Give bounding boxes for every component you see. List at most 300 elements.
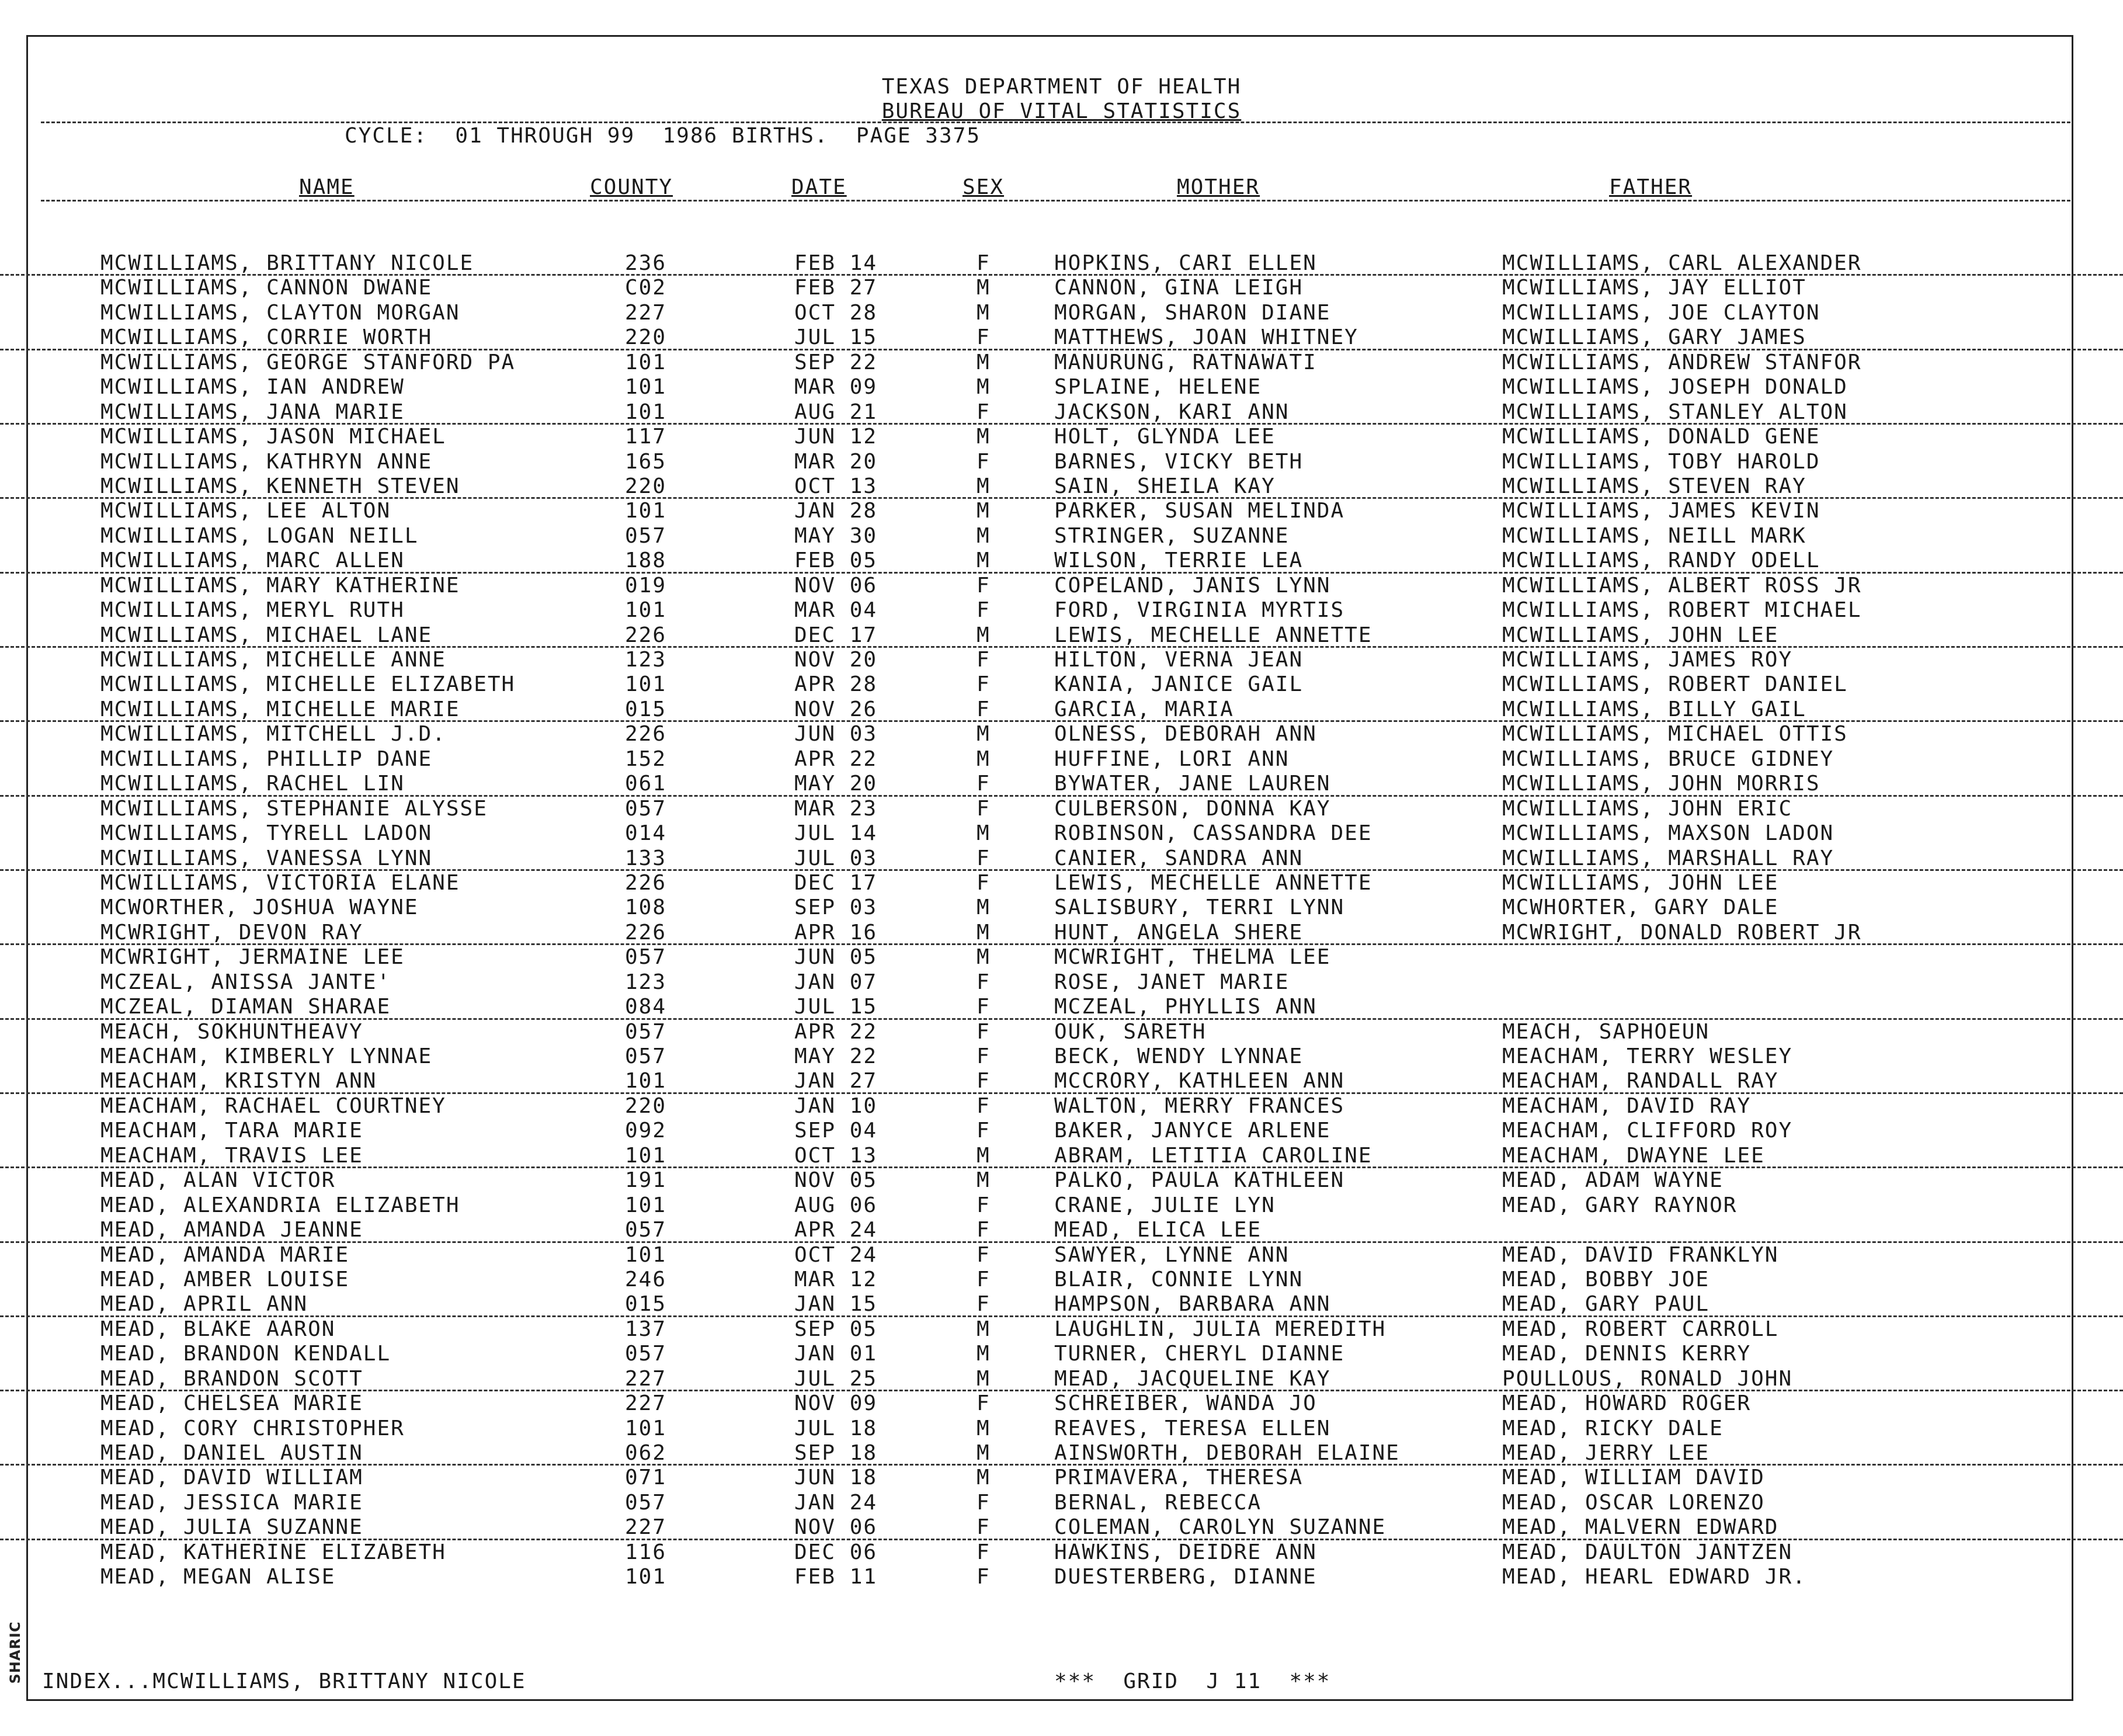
column-header-mother: MOTHER: [1177, 175, 1260, 199]
record-sex: M: [977, 623, 991, 647]
record-date: JAN 28: [794, 499, 878, 523]
record-date: JAN 15: [794, 1292, 878, 1317]
record-county: 057: [625, 796, 667, 821]
record-county: 101: [625, 400, 667, 424]
record-row: [0, 400, 2123, 425]
record-date: JUN 18: [794, 1466, 878, 1490]
record-name: MEAD, APRIL ANN: [100, 1292, 308, 1317]
record-name: MCWILLIAMS, BRITTANY NICOLE: [100, 251, 474, 275]
record-county: 123: [625, 648, 667, 672]
record-date: JUL 15: [794, 325, 878, 350]
footer-index: INDEX...MCWILLIAMS, BRITTANY NICOLE: [42, 1669, 526, 1693]
record-row: [0, 325, 2123, 350]
record-date: JUL 18: [794, 1416, 878, 1440]
record-name: MEAD, AMANDA JEANNE: [100, 1218, 363, 1242]
record-county: 057: [625, 1490, 667, 1515]
record-mother: LEWIS, MECHELLE ANNETTE: [1054, 623, 1373, 647]
record-county: 101: [625, 1242, 667, 1267]
record-row: [0, 945, 2123, 970]
record-row: [0, 1416, 2123, 1441]
record-father: MCWILLIAMS, JOHN MORRIS: [1502, 772, 1820, 796]
record-name: MEAD, BRANDON KENDALL: [100, 1342, 391, 1366]
record-father: MCWILLIAMS, ANDREW STANFOR: [1502, 350, 1862, 374]
record-row: [0, 1540, 2123, 1565]
record-row: [0, 797, 2123, 821]
record-father: MEAD, MALVERN EDWARD: [1502, 1515, 1779, 1540]
record-name: MEAD, CORY CHRISTOPHER: [100, 1416, 405, 1440]
record-county: 137: [625, 1317, 667, 1341]
record-sex: F: [977, 796, 991, 821]
record-row: [0, 1367, 2123, 1391]
record-sex: F: [977, 697, 991, 721]
record-row: [0, 921, 2123, 945]
record-mother: ROSE, JANET MARIE: [1054, 970, 1290, 994]
record-county: 220: [625, 1093, 667, 1118]
record-sex: M: [977, 350, 991, 374]
record-mother: CANNON, GINA LEIGH: [1054, 276, 1304, 300]
record-county: 220: [625, 474, 667, 498]
record-date: JUN 05: [794, 945, 878, 970]
record-sex: M: [977, 1168, 991, 1193]
record-date: MAR 12: [794, 1267, 878, 1291]
record-name: MCWILLIAMS, VICTORIA ELANE: [100, 870, 460, 895]
record-date: NOV 09: [794, 1391, 878, 1416]
record-row: [0, 1218, 2123, 1242]
record-date: AUG 06: [794, 1193, 878, 1217]
record-mother: BERNAL, REBECCA: [1054, 1490, 1262, 1515]
record-name: MEAD, JESSICA MARIE: [100, 1490, 363, 1515]
record-name: MCWILLIAMS, IAN ANDREW: [100, 375, 405, 400]
record-sex: F: [977, 1218, 991, 1242]
record-sex: F: [977, 573, 991, 598]
record-date: MAR 09: [794, 375, 878, 400]
record-date: JUL 03: [794, 846, 878, 870]
record-name: MEACHAM, KRISTYN ANN: [100, 1069, 377, 1093]
record-name: MEAD, DANIEL AUSTIN: [100, 1441, 363, 1465]
record-sex: M: [977, 474, 991, 498]
record-father: MCWILLIAMS, JAY ELLIOT: [1502, 276, 1806, 300]
record-sex: F: [977, 1242, 991, 1267]
record-father: MEACH, SAPHOEUN: [1502, 1019, 1710, 1044]
record-sex: F: [977, 1193, 991, 1217]
record-sex: M: [977, 1441, 991, 1465]
record-mother: PRIMAVERA, THERESA: [1054, 1466, 1304, 1490]
record-county: 014: [625, 821, 667, 846]
record-sex: F: [977, 1119, 991, 1143]
record-sex: M: [977, 548, 991, 573]
record-row: [0, 672, 2123, 697]
column-header-county: COUNTY: [590, 175, 673, 199]
header-subtitle: BUREAU OF VITAL STATISTICS: [881, 99, 1242, 123]
record-name: MEAD, ALEXANDRIA ELIZABETH: [100, 1193, 460, 1217]
record-sex: M: [977, 1143, 991, 1168]
record-county: 101: [625, 499, 667, 523]
column-header-sex: SEX: [963, 175, 1005, 199]
record-row: [0, 1119, 2123, 1143]
record-county: 101: [625, 672, 667, 697]
record-name: MCWILLIAMS, JANA MARIE: [100, 400, 405, 424]
record-name: MCWILLIAMS, LOGAN NEILL: [100, 523, 419, 548]
record-sex: F: [977, 970, 991, 994]
record-name: MCWILLIAMS, CORRIE WORTH: [100, 325, 433, 350]
record-father: MEAD, GARY PAUL: [1502, 1292, 1710, 1317]
record-row: [0, 251, 2123, 276]
record-name: MEACHAM, RACHAEL COURTNEY: [100, 1093, 446, 1118]
record-father: MEACHAM, RANDALL RAY: [1502, 1069, 1779, 1093]
record-county: 117: [625, 425, 667, 449]
column-header-name: NAME: [299, 175, 355, 199]
record-mother: HAMPSON, BARBARA ANN: [1054, 1292, 1331, 1317]
record-row: [0, 747, 2123, 772]
record-date: JUN 12: [794, 425, 878, 449]
record-mother: MCWRIGHT, THELMA LEE: [1054, 945, 1331, 970]
record-county: 108: [625, 895, 667, 920]
record-county: 226: [625, 870, 667, 895]
record-name: MCWILLIAMS, VANESSA LYNN: [100, 846, 433, 870]
record-mother: CULBERSON, DONNA KAY: [1054, 796, 1331, 821]
record-county: 057: [625, 1044, 667, 1068]
record-row: [0, 1565, 2123, 1589]
record-name: MCWILLIAMS, MERYL RUTH: [100, 598, 405, 623]
record-county: 246: [625, 1267, 667, 1291]
record-county: 101: [625, 1416, 667, 1440]
record-mother: MCCRORY, KATHLEEN ANN: [1054, 1069, 1345, 1093]
record-date: MAY 20: [794, 772, 878, 796]
record-mother: BARNES, VICKY BETH: [1054, 449, 1304, 474]
record-sex: M: [977, 747, 991, 771]
record-date: FEB 27: [794, 276, 878, 300]
record-date: SEP 04: [794, 1119, 878, 1143]
record-name: MEAD, JULIA SUZANNE: [100, 1515, 363, 1540]
record-row: [0, 1193, 2123, 1218]
record-date: SEP 22: [794, 350, 878, 374]
record-row: [0, 301, 2123, 325]
record-name: MCWILLIAMS, MICHELLE MARIE: [100, 697, 460, 721]
record-county: 226: [625, 722, 667, 747]
record-father: MCWILLIAMS, STEVEN RAY: [1502, 474, 1806, 498]
record-father: POULLOUS, RONALD JOHN: [1502, 1366, 1793, 1391]
record-father: MEAD, HOWARD ROGER: [1502, 1391, 1752, 1416]
record-father: MEAD, JERRY LEE: [1502, 1441, 1710, 1465]
record-name: MEAD, KATHERINE ELIZABETH: [100, 1540, 446, 1564]
record-father: MCWILLIAMS, MAXSON LADON: [1502, 821, 1834, 846]
record-sex: M: [977, 1466, 991, 1490]
record-county: 236: [625, 251, 667, 275]
side-stamp-text: SHARIC: [7, 1621, 23, 1684]
record-sex: F: [977, 1019, 991, 1044]
record-name: MCWRIGHT, JERMAINE LEE: [100, 945, 405, 970]
record-date: SEP 18: [794, 1441, 878, 1465]
record-sex: F: [977, 598, 991, 623]
record-mother: AINSWORTH, DEBORAH ELAINE: [1054, 1441, 1400, 1465]
record-date: MAR 23: [794, 796, 878, 821]
record-date: APR 22: [794, 1019, 878, 1044]
record-county: 101: [625, 1069, 667, 1093]
record-date: DEC 06: [794, 1540, 878, 1564]
record-father: MCWILLIAMS, NEILL MARK: [1502, 523, 1806, 548]
record-row: [0, 821, 2123, 846]
record-mother: HOLT, GLYNDA LEE: [1054, 425, 1276, 449]
record-name: MCWILLIAMS, MICHELLE ANNE: [100, 648, 446, 672]
record-name: MCWILLIAMS, TYRELL LADON: [100, 821, 433, 846]
record-sex: F: [977, 846, 991, 870]
record-date: APR 22: [794, 747, 878, 771]
record-name: MEAD, MEGAN ALISE: [100, 1565, 336, 1589]
record-sex: M: [977, 920, 991, 945]
record-date: MAY 22: [794, 1044, 878, 1068]
record-father: MEACHAM, DAVID RAY: [1502, 1093, 1752, 1118]
record-row: [0, 648, 2123, 672]
record-county: 057: [625, 945, 667, 970]
record-date: SEP 03: [794, 895, 878, 920]
footer-grid: *** GRID J 11 ***: [1054, 1669, 1331, 1693]
record-row: [0, 598, 2123, 623]
record-mother: CANIER, SANDRA ANN: [1054, 846, 1304, 870]
record-row: [0, 722, 2123, 747]
record-row: [0, 1491, 2123, 1515]
record-county: 227: [625, 1515, 667, 1540]
record-father: MEAD, DENNIS KERRY: [1502, 1342, 1752, 1366]
record-mother: HAWKINS, DEIDRE ANN: [1054, 1540, 1317, 1564]
record-date: NOV 06: [794, 573, 878, 598]
record-date: FEB 11: [794, 1565, 878, 1589]
record-mother: MEAD, ELICA LEE: [1054, 1218, 1262, 1242]
record-name: MEAD, DAVID WILLIAM: [100, 1466, 363, 1490]
record-name: MEAD, BRANDON SCOTT: [100, 1366, 363, 1391]
record-date: JAN 01: [794, 1342, 878, 1366]
record-mother: TURNER, CHERYL DIANNE: [1054, 1342, 1345, 1366]
record-county: 071: [625, 1466, 667, 1490]
record-name: MEAD, AMBER LOUISE: [100, 1267, 350, 1291]
record-date: APR 24: [794, 1218, 878, 1242]
record-row: [0, 375, 2123, 400]
record-date: AUG 21: [794, 400, 878, 424]
record-county: 101: [625, 375, 667, 400]
record-date: JUN 03: [794, 722, 878, 747]
record-mother: BAKER, JANYCE ARLENE: [1054, 1119, 1331, 1143]
record-mother: HUFFINE, LORI ANN: [1054, 747, 1290, 771]
record-date: APR 16: [794, 920, 878, 945]
record-mother: MORGAN, SHARON DIANE: [1054, 300, 1331, 325]
record-mother: GARCIA, MARIA: [1054, 697, 1234, 721]
record-row: [0, 1069, 2123, 1093]
record-row: [0, 1292, 2123, 1317]
record-father: MEAD, DAVID FRANKLYN: [1502, 1242, 1779, 1267]
record-mother: LEWIS, MECHELLE ANNETTE: [1054, 870, 1373, 895]
record-row: [0, 895, 2123, 920]
record-sex: M: [977, 375, 991, 400]
record-father: MEAD, OSCAR LORENZO: [1502, 1490, 1765, 1515]
record-sex: M: [977, 523, 991, 548]
record-sex: F: [977, 1540, 991, 1564]
record-mother: SPLAINE, HELENE: [1054, 375, 1262, 400]
column-header-father: FATHER: [1609, 175, 1693, 199]
record-county: 227: [625, 1391, 667, 1416]
record-father: MCWILLIAMS, ALBERT ROSS JR: [1502, 573, 1862, 598]
record-father: MEACHAM, TERRY WESLEY: [1502, 1044, 1793, 1068]
record-row: [0, 1020, 2123, 1044]
record-mother: BLAIR, CONNIE LYNN: [1054, 1267, 1304, 1291]
cycle-line: CYCLE: 01 THROUGH 99 1986 BIRTHS. PAGE 3375: [345, 124, 981, 148]
record-row: [0, 548, 2123, 573]
record-sex: F: [977, 1044, 991, 1068]
record-county: 226: [625, 623, 667, 647]
record-row: [0, 1144, 2123, 1168]
record-date: NOV 20: [794, 648, 878, 672]
record-name: MCWILLIAMS, MICHELLE ELIZABETH: [100, 672, 516, 697]
record-name: MCWILLIAMS, LEE ALTON: [100, 499, 391, 523]
record-mother: ABRAM, LETITIA CAROLINE: [1054, 1143, 1373, 1168]
record-father: MCWILLIAMS, BRUCE GIDNEY: [1502, 747, 1834, 771]
record-name: MCWILLIAMS, CLAYTON MORGAN: [100, 300, 460, 325]
birth-records-list: [0, 251, 2123, 1590]
record-father: MCWILLIAMS, CARL ALEXANDER: [1502, 251, 1862, 275]
record-sex: M: [977, 1342, 991, 1366]
record-row: [0, 1342, 2123, 1366]
record-county: 057: [625, 523, 667, 548]
record-sex: M: [977, 722, 991, 747]
record-name: MCWILLIAMS, MARY KATHERINE: [100, 573, 460, 598]
record-county: 084: [625, 995, 667, 1019]
record-name: MEAD, ALAN VICTOR: [100, 1168, 336, 1193]
record-sex: F: [977, 449, 991, 474]
record-father: MEACHAM, DWAYNE LEE: [1502, 1143, 1765, 1168]
header-title: TEXAS DEPARTMENT OF HEALTH: [881, 75, 1242, 99]
header-divider: [41, 121, 2070, 123]
record-father: MCWILLIAMS, JOHN LEE: [1502, 623, 1779, 647]
record-row: [0, 499, 2123, 523]
record-county: 019: [625, 573, 667, 598]
record-county: 227: [625, 300, 667, 325]
record-name: MCWORTHER, JOSHUA WAYNE: [100, 895, 419, 920]
record-name: MEAD, CHELSEA MARIE: [100, 1391, 363, 1416]
record-sex: F: [977, 325, 991, 350]
side-stamp: [4, 1612, 27, 1694]
record-county: 116: [625, 1540, 667, 1564]
record-date: JUL 25: [794, 1366, 878, 1391]
record-mother: SAIN, SHEILA KAY: [1054, 474, 1276, 498]
record-date: JAN 07: [794, 970, 878, 994]
record-mother: KANIA, JANICE GAIL: [1054, 672, 1304, 697]
record-county: 057: [625, 1218, 667, 1242]
record-sex: M: [977, 1416, 991, 1440]
record-name: MCWILLIAMS, MARC ALLEN: [100, 548, 405, 573]
record-name: MEACHAM, KIMBERLY LYNNAE: [100, 1044, 433, 1068]
record-sex: F: [977, 648, 991, 672]
record-county: 133: [625, 846, 667, 870]
record-sex: F: [977, 1391, 991, 1416]
record-name: MEAD, AMANDA MARIE: [100, 1242, 350, 1267]
record-county: 015: [625, 697, 667, 721]
record-county: 092: [625, 1119, 667, 1143]
record-mother: HILTON, VERNA JEAN: [1054, 648, 1304, 672]
record-name: MCWILLIAMS, GEORGE STANFORD PA: [100, 350, 516, 374]
record-county: 123: [625, 970, 667, 994]
record-sex: M: [977, 1366, 991, 1391]
record-date: OCT 28: [794, 300, 878, 325]
record-row: [0, 871, 2123, 895]
record-father: MEAD, HEARL EDWARD JR.: [1502, 1565, 1806, 1589]
record-date: JUL 15: [794, 995, 878, 1019]
record-name: MCWILLIAMS, JASON MICHAEL: [100, 425, 446, 449]
record-father: MEAD, RICKY DALE: [1502, 1416, 1724, 1440]
record-county: 015: [625, 1292, 667, 1317]
record-date: NOV 05: [794, 1168, 878, 1193]
record-row: [0, 1168, 2123, 1193]
record-father: MCWILLIAMS, JAMES KEVIN: [1502, 499, 1820, 523]
record-sex: F: [977, 1093, 991, 1118]
record-county: 062: [625, 1441, 667, 1465]
record-father: MCWILLIAMS, DONALD GENE: [1502, 425, 1820, 449]
record-mother: PALKO, PAULA KATHLEEN: [1054, 1168, 1345, 1193]
record-sex: M: [977, 425, 991, 449]
record-sex: F: [977, 1490, 991, 1515]
record-mother: FORD, VIRGINIA MYRTIS: [1054, 598, 1345, 623]
record-name: MCWILLIAMS, MICHAEL LANE: [100, 623, 433, 647]
record-sex: F: [977, 870, 991, 895]
record-sex: M: [977, 895, 991, 920]
record-father: MCWILLIAMS, ROBERT MICHAEL: [1502, 598, 1862, 623]
record-date: JAN 27: [794, 1069, 878, 1093]
record-date: OCT 13: [794, 1143, 878, 1168]
record-mother: BECK, WENDY LYNNAE: [1054, 1044, 1304, 1068]
record-row: [0, 524, 2123, 548]
record-sex: F: [977, 672, 991, 697]
record-father: MCWILLIAMS, MICHAEL OTTIS: [1502, 722, 1848, 747]
record-date: FEB 14: [794, 251, 878, 275]
record-county: 061: [625, 772, 667, 796]
record-sex: M: [977, 1317, 991, 1341]
record-name: MEACHAM, TRAVIS LEE: [100, 1143, 363, 1168]
record-name: MCWRIGHT, DEVON RAY: [100, 920, 363, 945]
record-mother: STRINGER, SUZANNE: [1054, 523, 1290, 548]
record-father: MCWILLIAMS, STANLEY ALTON: [1502, 400, 1848, 424]
record-sex: F: [977, 1069, 991, 1093]
record-row: [0, 623, 2123, 648]
record-mother: WALTON, MERRY FRANCES: [1054, 1093, 1345, 1118]
record-row: [0, 1243, 2123, 1268]
record-father: MCWILLIAMS, ROBERT DANIEL: [1502, 672, 1848, 697]
record-county: 165: [625, 449, 667, 474]
record-date: OCT 24: [794, 1242, 878, 1267]
record-father: MCWILLIAMS, JOHN LEE: [1502, 870, 1779, 895]
record-father: MEAD, GARY RAYNOR: [1502, 1193, 1738, 1217]
record-row: [0, 697, 2123, 722]
record-date: NOV 26: [794, 697, 878, 721]
record-mother: SCHREIBER, WANDA JO: [1054, 1391, 1317, 1416]
record-sex: M: [977, 276, 991, 300]
record-mother: DUESTERBERG, DIANNE: [1054, 1565, 1317, 1589]
record-mother: MEAD, JACQUELINE KAY: [1054, 1366, 1331, 1391]
record-county: 191: [625, 1168, 667, 1193]
record-sex: M: [977, 499, 991, 523]
record-father: MEAD, ROBERT CARROLL: [1502, 1317, 1779, 1341]
record-mother: OLNESS, DEBORAH ANN: [1054, 722, 1317, 747]
record-father: MCWILLIAMS, MARSHALL RAY: [1502, 846, 1834, 870]
record-father: MCWILLIAMS, JAMES ROY: [1502, 648, 1793, 672]
record-mother: SAWYER, LYNNE ANN: [1054, 1242, 1290, 1267]
record-name: MCWILLIAMS, KENNETH STEVEN: [100, 474, 460, 498]
record-date: MAR 04: [794, 598, 878, 623]
record-father: MCWILLIAMS, JOE CLAYTON: [1502, 300, 1820, 325]
record-name: MEACHAM, TARA MARIE: [100, 1119, 363, 1143]
record-mother: CRANE, JULIE LYN: [1054, 1193, 1276, 1217]
record-mother: PARKER, SUSAN MELINDA: [1054, 499, 1345, 523]
record-mother: SALISBURY, TERRI LYNN: [1054, 895, 1345, 920]
record-row: [0, 1094, 2123, 1119]
record-row: [0, 846, 2123, 871]
record-father: MCWILLIAMS, RANDY ODELL: [1502, 548, 1820, 573]
